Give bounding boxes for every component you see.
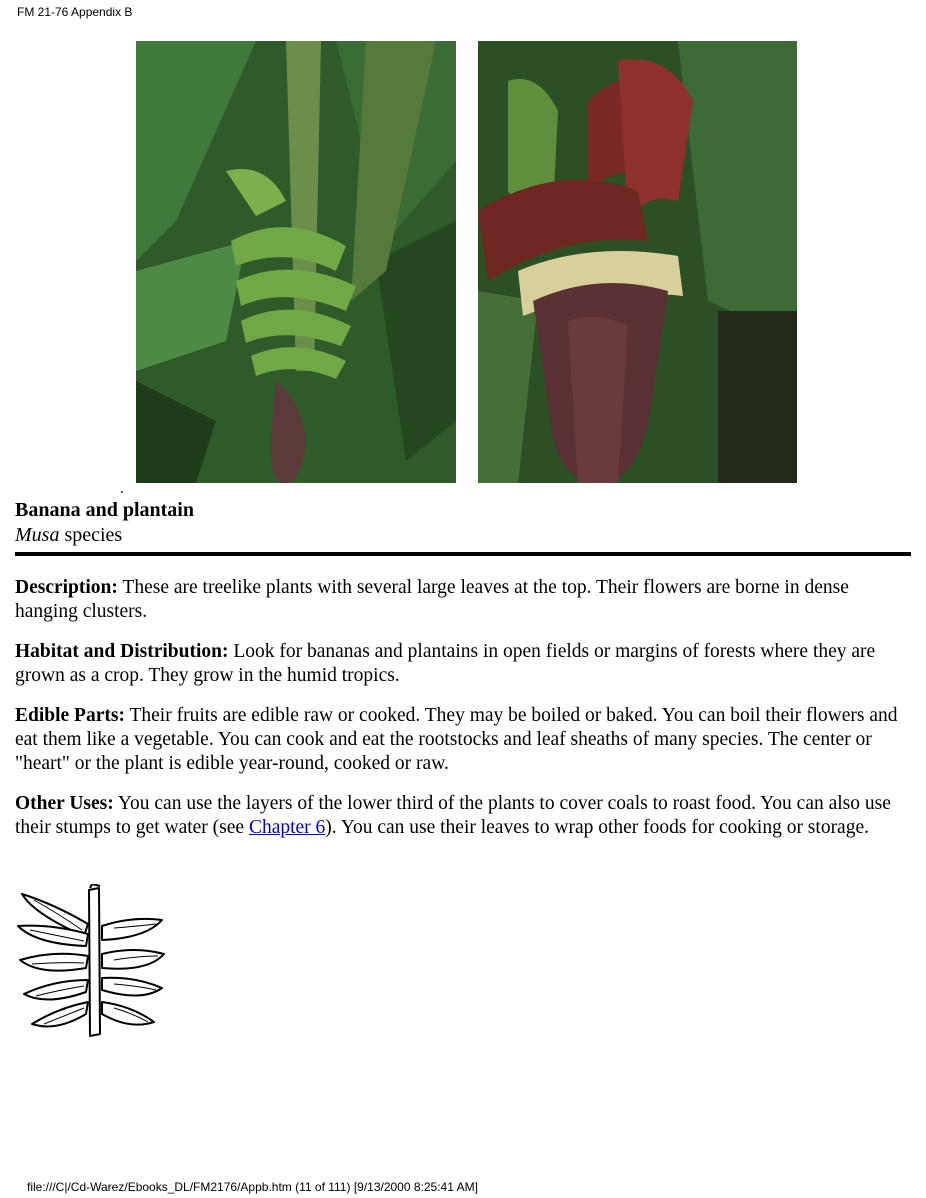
chapter-6-link[interactable]: Chapter 6 (248, 817, 326, 838)
description-label: Description: (15, 577, 118, 598)
habitat-label: Habitat and Distribution: (15, 641, 229, 662)
scientific-name (15, 523, 194, 548)
edible-parts-paragraph (15, 704, 910, 776)
description-text: These are treelike plants with several large leaves at the top. Their flowers are borne in dense hanging clusters. (15, 577, 849, 622)
genus-suffix: species (59, 524, 123, 546)
description-paragraph (15, 576, 910, 624)
banana-flower-photo (478, 41, 797, 483)
banana-bunch-drawing (14, 884, 168, 1042)
habitat-paragraph (15, 640, 910, 688)
stray-mark (121, 491, 123, 493)
other-uses-text-after: ). You can use their leaves to wrap other foods for cooking or storage. (325, 817, 869, 838)
page-footer-path: file:///C|/Cd-Warez/Ebooks_DL/FM2176/Appb.htm (11 of 111) [9/13/2000 8:25:41 AM] (27, 1180, 478, 1194)
heading-rule (15, 552, 911, 556)
plant-details (15, 576, 910, 856)
plant-heading (15, 498, 194, 548)
habitat-text: Look for bananas and plantains in open fields or margins of forests where they are grown as a crop. They grow in the humid tropics. (15, 641, 876, 686)
edible-parts-text: Their fruits are edible raw or cooked. They may be boiled or baked. You can boil their flowers and eat them like a vegetable. You can cook and eat the rootstocks and leaf sheaths of many species. The center or "heart" or the plant is edible year-round, cooked or raw. (15, 705, 898, 774)
running-header: FM 21-76 Appendix B (17, 5, 133, 19)
genus-name: Musa (15, 524, 60, 546)
other-uses-label: Other Uses: (15, 793, 114, 814)
plant-name: Banana and plantain (15, 499, 194, 521)
banana-plant-photo (136, 41, 456, 483)
edible-parts-label: Edible Parts: (15, 705, 125, 726)
other-uses-paragraph (15, 792, 910, 840)
other-uses-text-before: You can use the layers of the lower third of the plants to cover coals to roast food. You can also use their stumps to get water (see (15, 793, 891, 838)
